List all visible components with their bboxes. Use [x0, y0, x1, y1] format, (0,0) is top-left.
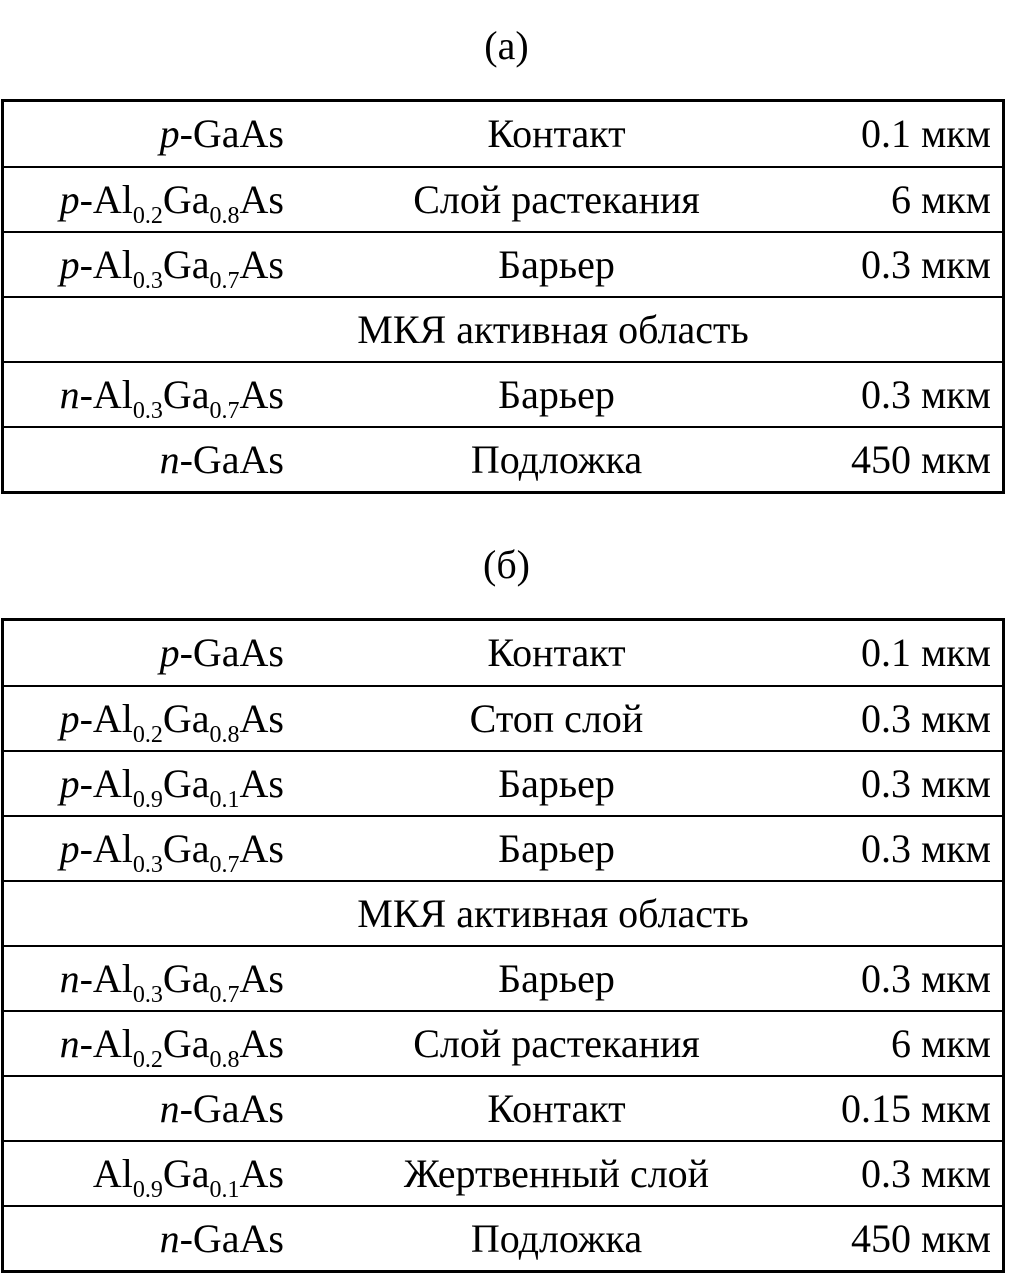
mole-fraction: 0.8 — [209, 721, 240, 748]
element-symbol: Al — [92, 695, 133, 741]
layer-row — [4, 166, 1002, 231]
layer-role: Контакт — [487, 630, 626, 675]
mole-fraction: 0.7 — [209, 267, 240, 294]
layer-role: Барьер — [498, 825, 615, 871]
layer-row — [4, 1010, 1002, 1075]
layer-row — [4, 621, 1002, 685]
layer-material: $n-Al_{0.3}Ga_{0.7}As$ — [59, 371, 284, 424]
element-symbol: As — [239, 176, 284, 222]
element-symbol: Ga — [162, 371, 210, 417]
mole-fraction: 0.7 — [209, 851, 240, 878]
element-symbol: GaAs — [192, 111, 284, 156]
element-symbol: As — [239, 1150, 284, 1196]
layer-row — [4, 750, 1002, 815]
element-symbol: As — [239, 1020, 284, 1066]
layer-row — [4, 880, 1002, 945]
layer-row — [4, 426, 1002, 491]
mole-fraction: 0.3 — [132, 397, 163, 424]
active-region-label: МКЯ активная область — [357, 306, 749, 352]
layer-role: Слой растекания — [413, 176, 700, 222]
mole-fraction: 0.7 — [209, 981, 240, 1008]
mole-fraction: 0.2 — [132, 1046, 163, 1073]
element-symbol: As — [239, 955, 284, 1001]
layer-thickness: 0.3 мкм — [860, 695, 991, 741]
doping-type: p — [59, 825, 80, 871]
element-symbol: As — [239, 825, 284, 871]
element-symbol: Ga — [162, 1020, 210, 1066]
doping-type: n — [159, 1215, 180, 1261]
element-symbol: Al — [92, 176, 133, 222]
mole-fraction: 0.2 — [132, 202, 163, 229]
mole-fraction: 0.2 — [132, 721, 163, 748]
layer-material: $p-Al_{0.2}Ga_{0.8}As$ — [59, 176, 284, 229]
layer-material: $p-Al_{0.9}Ga_{0.1}As$ — [59, 760, 284, 813]
element-symbol: GaAs — [192, 436, 284, 482]
layer-thickness: 0.1 мкм — [860, 630, 991, 675]
layer-material — [4, 1150, 284, 1203]
layer-material: n-GaAs — [159, 436, 284, 482]
active-region-label: МКЯ активная область — [357, 890, 749, 936]
layer-role: Барьер — [498, 241, 615, 287]
doping-type: p — [59, 241, 80, 287]
layer-row — [4, 1205, 1002, 1270]
layer-thickness: 0.15 мкм — [840, 1085, 991, 1131]
element-symbol: Ga — [162, 695, 210, 741]
doping-type: n — [159, 436, 180, 482]
layer-role: Подложка — [470, 436, 643, 482]
layer-thickness: 0.3 мкм — [860, 760, 991, 806]
element-symbol: Al — [92, 760, 133, 806]
doping-type: p — [59, 176, 80, 222]
element-symbol: As — [239, 241, 284, 287]
doping-type: n — [159, 1085, 180, 1131]
mole-fraction: 0.3 — [132, 267, 163, 294]
element-symbol: Ga — [162, 825, 210, 871]
element-symbol: Al — [92, 371, 133, 417]
layer-thickness: 6 мкм — [890, 1020, 991, 1066]
layer-role: Контакт — [487, 111, 626, 156]
layer-material: $p-Al_{0.3}Ga_{0.7}As$ — [59, 825, 284, 878]
doping-type: n — [59, 371, 80, 417]
layer-thickness: 450 мкм — [850, 1215, 991, 1261]
layer-row — [4, 361, 1002, 426]
layer-material: $n-Al_{0.2}Ga_{0.8}As$ — [59, 1020, 284, 1073]
layer-row — [4, 1075, 1002, 1140]
layer-material: $n-Al_{0.3}Ga_{0.7}As$ — [59, 955, 284, 1008]
doping-type: p — [159, 630, 180, 675]
layer-thickness: 0.3 мкм — [860, 1150, 991, 1196]
layer-row — [4, 685, 1002, 750]
element-symbol: Al — [92, 1020, 133, 1066]
layer-thickness: 0.3 мкм — [860, 371, 991, 417]
layer-role: Стоп слой — [469, 695, 644, 741]
layer-row — [4, 945, 1002, 1010]
layer-material: n-GaAs — [159, 1215, 284, 1261]
layer-thickness: 0.1 мкм — [860, 111, 991, 156]
doping-type: p — [159, 111, 180, 156]
doping-type: n — [59, 1020, 80, 1066]
element-symbol: Al — [92, 1150, 133, 1196]
element-symbol: As — [239, 760, 284, 806]
caption-b: (б) — [483, 542, 530, 587]
doping-type: p — [59, 760, 80, 806]
layer-row — [4, 102, 1002, 166]
layer-row — [4, 296, 1002, 361]
caption-a: (а) — [484, 23, 529, 68]
mole-fraction: 0.9 — [132, 786, 163, 813]
element-symbol: Al — [92, 825, 133, 871]
element-symbol: Ga — [162, 760, 210, 806]
layer-role: Барьер — [498, 955, 615, 1001]
element-symbol: Ga — [162, 241, 210, 287]
mole-fraction: 0.9 — [132, 1176, 163, 1203]
element-symbol: Al — [92, 955, 133, 1001]
mole-fraction: 0.3 — [132, 851, 163, 878]
layer-material: p-GaAs — [159, 630, 284, 675]
layer-role: Барьер — [498, 371, 615, 417]
mole-fraction: 0.7 — [209, 397, 240, 424]
mole-fraction: 0.1 — [209, 1176, 240, 1203]
element-symbol: Al — [92, 241, 133, 287]
layer-row — [4, 1140, 1002, 1205]
element-symbol: As — [239, 371, 284, 417]
element-symbol: As — [239, 695, 284, 741]
element-symbol: Ga — [162, 1150, 210, 1196]
layer-role: Подложка — [470, 1215, 643, 1261]
layer-thickness: 6 мкм — [890, 176, 991, 222]
doping-type: n — [59, 955, 80, 1001]
layer-role: Контакт — [487, 1085, 626, 1131]
element-symbol: Ga — [162, 955, 210, 1001]
doping-type: p — [59, 695, 80, 741]
element-symbol: Ga — [162, 176, 210, 222]
layer-role: Жертвенный слой — [403, 1150, 710, 1196]
layer-material: n-GaAs — [159, 1085, 284, 1131]
layer-material: p-GaAs — [159, 111, 284, 156]
element-symbol: GaAs — [192, 630, 284, 675]
element-symbol: GaAs — [192, 1085, 284, 1131]
layer-stack-b — [1, 618, 1005, 1273]
layer-thickness: 0.3 мкм — [860, 241, 991, 287]
layer-stack-a — [1, 99, 1005, 494]
element-symbol: GaAs — [192, 1215, 284, 1261]
layer-material: $p-Al_{0.3}Ga_{0.7}As$ — [59, 241, 284, 294]
mole-fraction: 0.3 — [132, 981, 163, 1008]
layer-role: Слой растекания — [413, 1020, 700, 1066]
layer-role: Барьер — [498, 760, 615, 806]
layer-thickness: 0.3 мкм — [860, 955, 991, 1001]
layer-row — [4, 815, 1002, 880]
mole-fraction: 0.1 — [209, 786, 240, 813]
layer-material: $p-Al_{0.2}Ga_{0.8}As$ — [59, 695, 284, 748]
mole-fraction: 0.8 — [209, 1046, 240, 1073]
layer-thickness: 450 мкм — [850, 436, 991, 482]
mole-fraction: 0.8 — [209, 202, 240, 229]
layer-row — [4, 231, 1002, 296]
layer-thickness: 0.3 мкм — [860, 825, 991, 871]
